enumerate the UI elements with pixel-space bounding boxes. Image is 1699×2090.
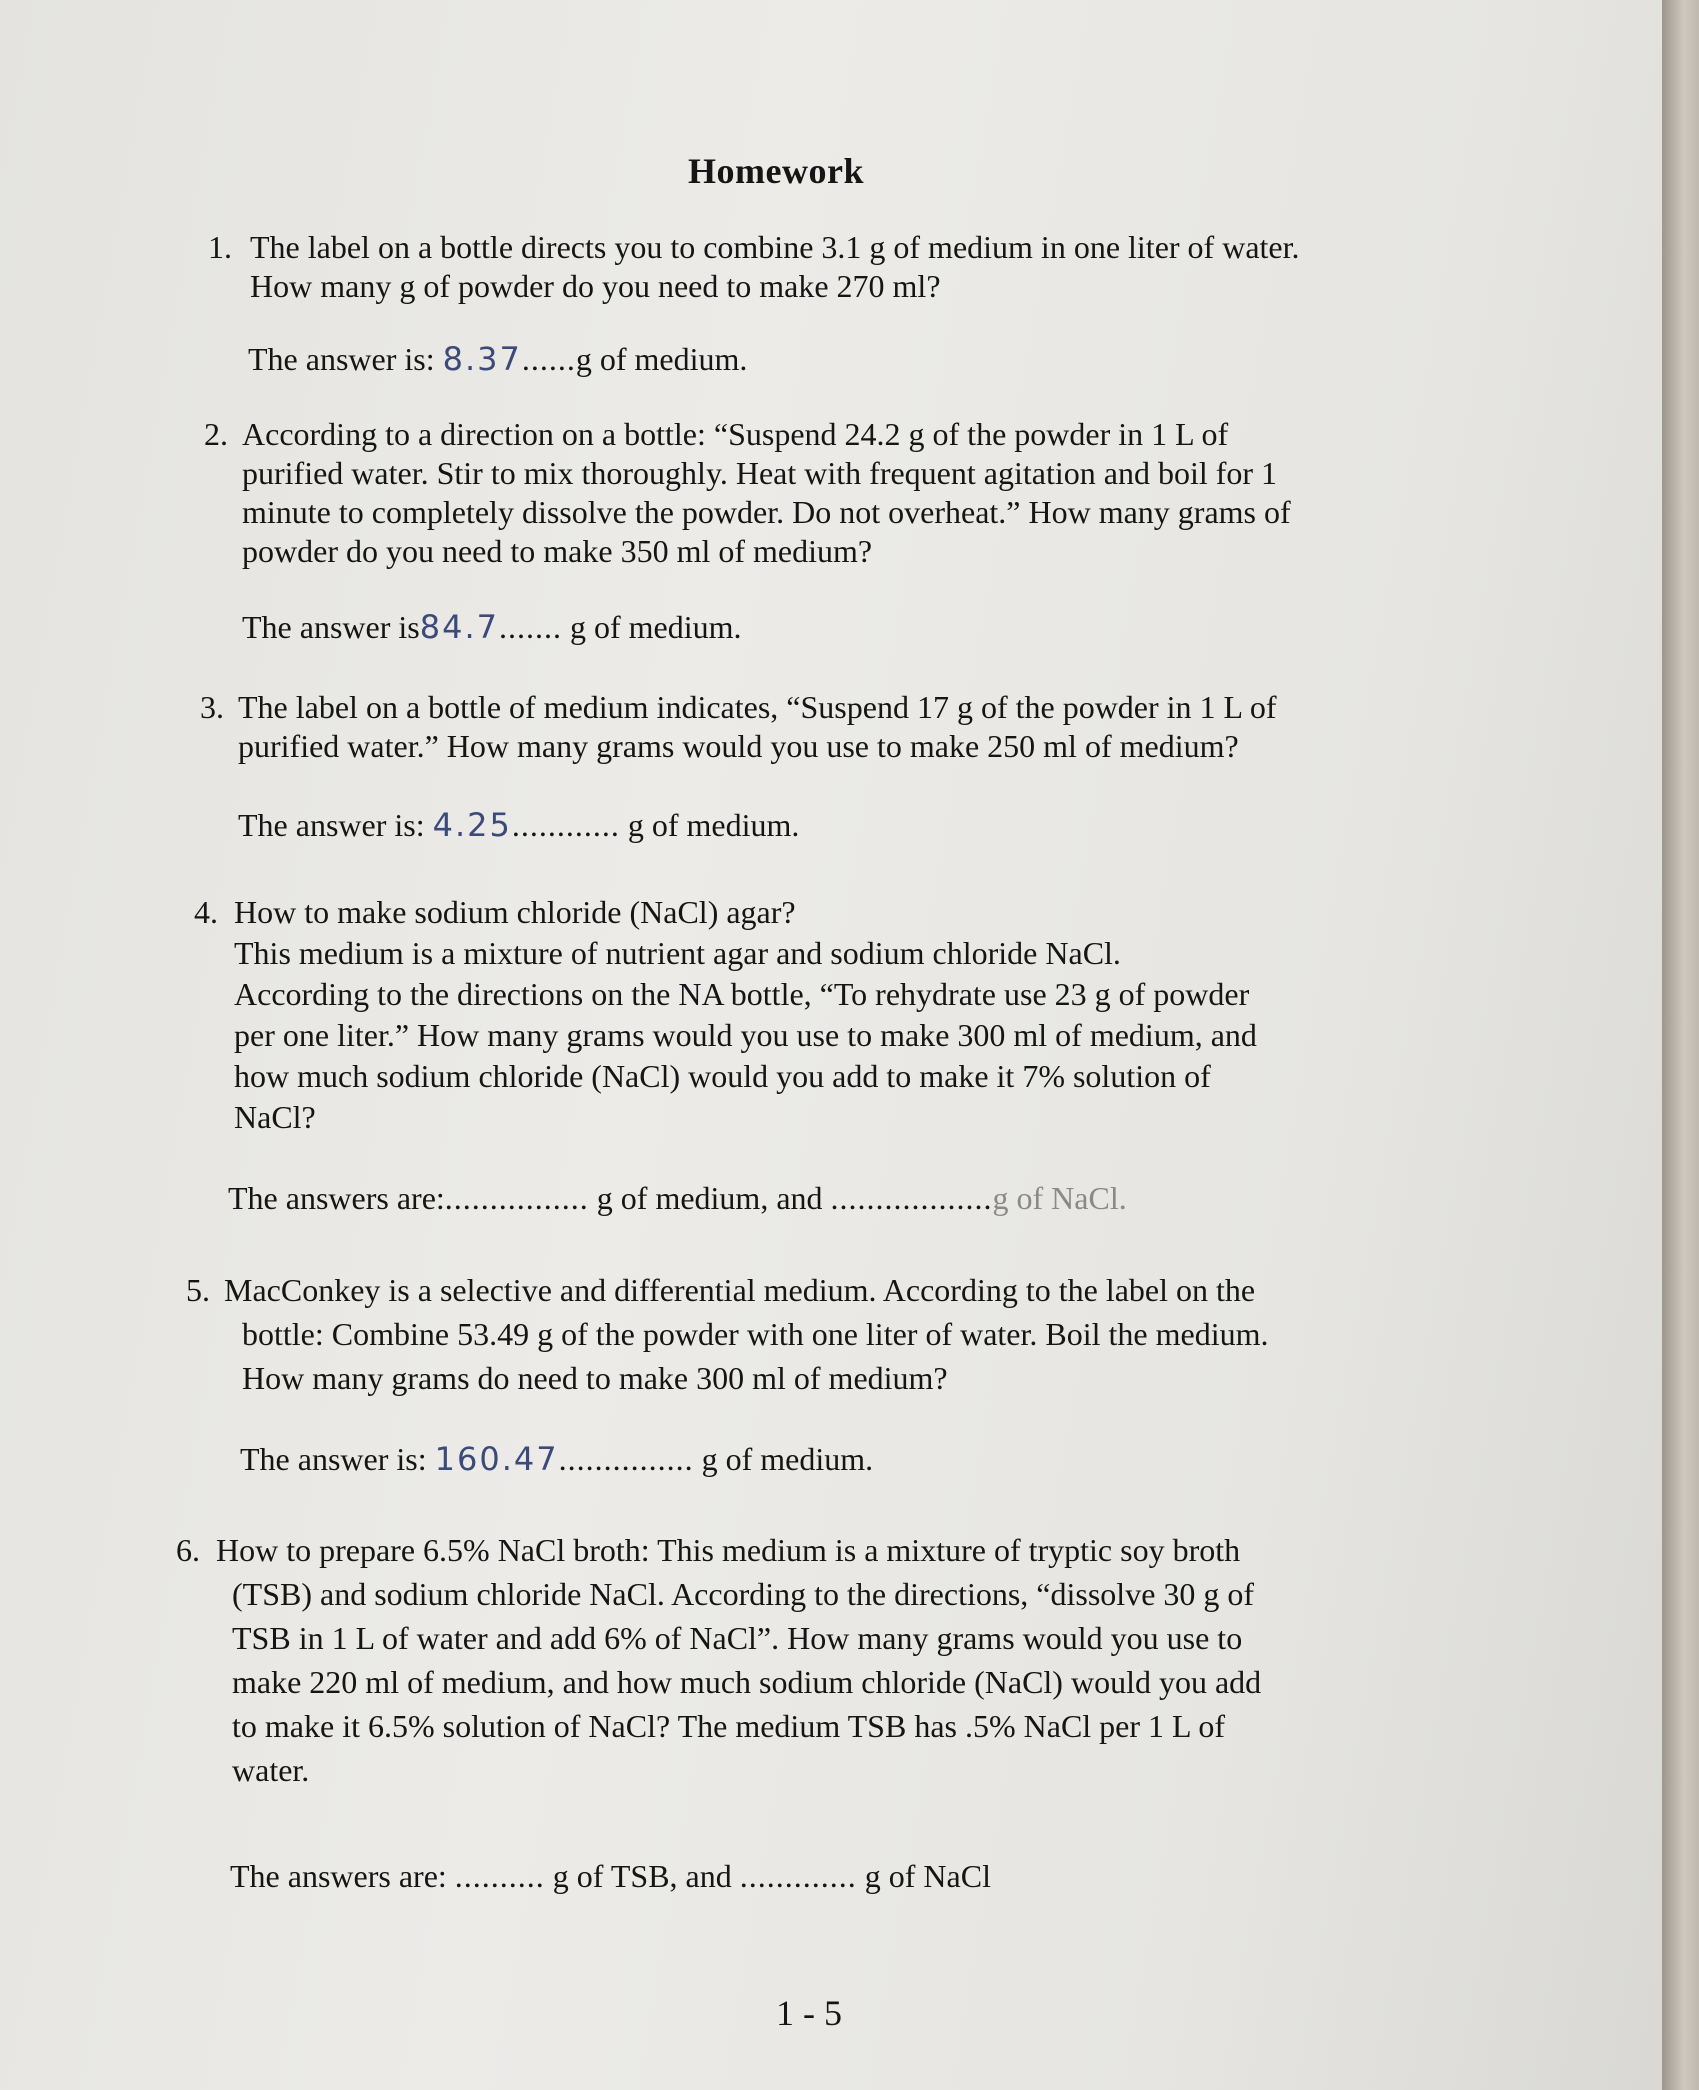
answer-prefix: The answer is [242, 609, 420, 645]
answer-5 [240, 1440, 873, 1478]
question-number: 1. [208, 229, 232, 265]
question-3 [200, 688, 1277, 766]
question-text-line: bottle: Combine 53.49 g of the powder with one liter of water. Boil the medium. [242, 1316, 1269, 1352]
question-text-line: According to a direction on a bottle: “Suspend 24.2 g of the powder in 1 L of [242, 416, 1229, 452]
question-text-line: purified water.” How many grams would you use to make 250 ml of medium? [238, 728, 1239, 764]
answer-prefix: The answer is: [248, 341, 435, 377]
question-6 [176, 1528, 1261, 1792]
question-text-line: How many g of powder do you need to make 270 ml? [250, 268, 941, 304]
question-number: 3. [200, 689, 224, 725]
answer-dots: ................ [444, 1180, 589, 1216]
answer-dots: ............ [511, 807, 620, 843]
question-text-line: (TSB) and sodium chloride NaCl. According to the directions, “dissolve 30 g of [232, 1576, 1255, 1612]
question-1 [210, 228, 1300, 306]
answer-dots: ............... [558, 1441, 694, 1477]
question-text-line: How to make sodium chloride (NaCl) agar? [234, 894, 796, 930]
question-text-line: powder do you need to make 350 ml of medium? [242, 533, 873, 569]
answer-dots: .................. [830, 1180, 993, 1216]
handwritten-answer: 4.25 [432, 806, 512, 844]
paper-edge-background [1662, 0, 1699, 2090]
handwritten-answer: 84.7 [419, 608, 499, 646]
question-text-line: per one liter.” How many grams would you use to make 300 ml of medium, and [234, 1017, 1257, 1053]
question-2 [204, 415, 1291, 571]
answer-1 [248, 340, 747, 378]
question-text-line: How many grams do need to make 300 ml of medium? [242, 1360, 948, 1396]
answer-dots: ....... [498, 609, 562, 645]
question-number: 5. [186, 1272, 210, 1308]
answer-mid: g of medium, and [596, 1180, 823, 1216]
answer-suffix: g of medium. [701, 1441, 874, 1477]
answer-suffix: g of NaCl. [992, 1180, 1127, 1216]
question-text-line: MacConkey is a selective and differential medium. According to the label on the [224, 1272, 1256, 1308]
answer-suffix: g of medium. [575, 341, 748, 377]
answer-4 [228, 1180, 1127, 1217]
answer-dots: .......... [454, 1858, 545, 1894]
answer-6 [230, 1858, 991, 1895]
question-number: 2. [204, 416, 228, 452]
question-text-line: minute to completely dissolve the powder. Do not overheat.” How many grams of [242, 494, 1291, 530]
answer-dots: ...... [521, 341, 576, 377]
question-text-line: water. [232, 1752, 310, 1788]
question-number: 6. [176, 1532, 200, 1568]
question-5 [186, 1268, 1268, 1400]
answer-mid: g of TSB, and [552, 1858, 732, 1894]
answer-dots: ............. [739, 1858, 857, 1894]
answer-suffix: g of medium. [569, 609, 742, 645]
question-text-line: purified water. Stir to mix thoroughly. Heat with frequent agitation and boil for 1 [242, 455, 1278, 491]
answer-prefix: The answers are: [228, 1180, 445, 1216]
question-text-line: to make it 6.5% solution of NaCl? The medium TSB has .5% NaCl per 1 L of [232, 1708, 1226, 1744]
answer-prefix: The answer is: [240, 1441, 427, 1477]
answer-suffix: g of medium. [627, 807, 800, 843]
handwritten-answer: 8.37 [442, 340, 522, 378]
answer-2 [242, 608, 742, 646]
answer-3 [238, 806, 799, 844]
question-text-line: NaCl? [234, 1099, 316, 1135]
question-4 [194, 892, 1257, 1138]
question-text-line: The label on a bottle of medium indicates, “Suspend 17 g of the powder in 1 L of [238, 689, 1277, 725]
question-text-line: make 220 ml of medium, and how much sodium chloride (NaCl) would you add [232, 1664, 1262, 1700]
question-text-line: According to the directions on the NA bottle, “To rehydrate use 23 g of powder [234, 976, 1250, 1012]
question-number: 4. [194, 894, 218, 930]
answer-suffix: g of NaCl [864, 1858, 991, 1894]
page-title: Homework [688, 151, 864, 191]
question-text-line: How to prepare 6.5% NaCl broth: This medium is a mixture of tryptic soy broth [216, 1532, 1241, 1568]
handwritten-answer: 160.47 [434, 1440, 559, 1478]
question-text-line: how much sodium chloride (NaCl) would you add to make it 7% solution of [234, 1058, 1211, 1094]
question-text-line: This medium is a mixture of nutrient agar and sodium chloride NaCl. [234, 935, 1121, 971]
page-number: 1 - 5 [776, 1993, 842, 2033]
answer-prefix: The answers are: [230, 1858, 447, 1894]
question-text-line: TSB in 1 L of water and add 6% of NaCl”. How many grams would you use to [232, 1620, 1243, 1656]
answer-prefix: The answer is: [238, 807, 425, 843]
question-text-line: The label on a bottle directs you to combine 3.1 g of medium in one liter of water. [250, 229, 1300, 265]
